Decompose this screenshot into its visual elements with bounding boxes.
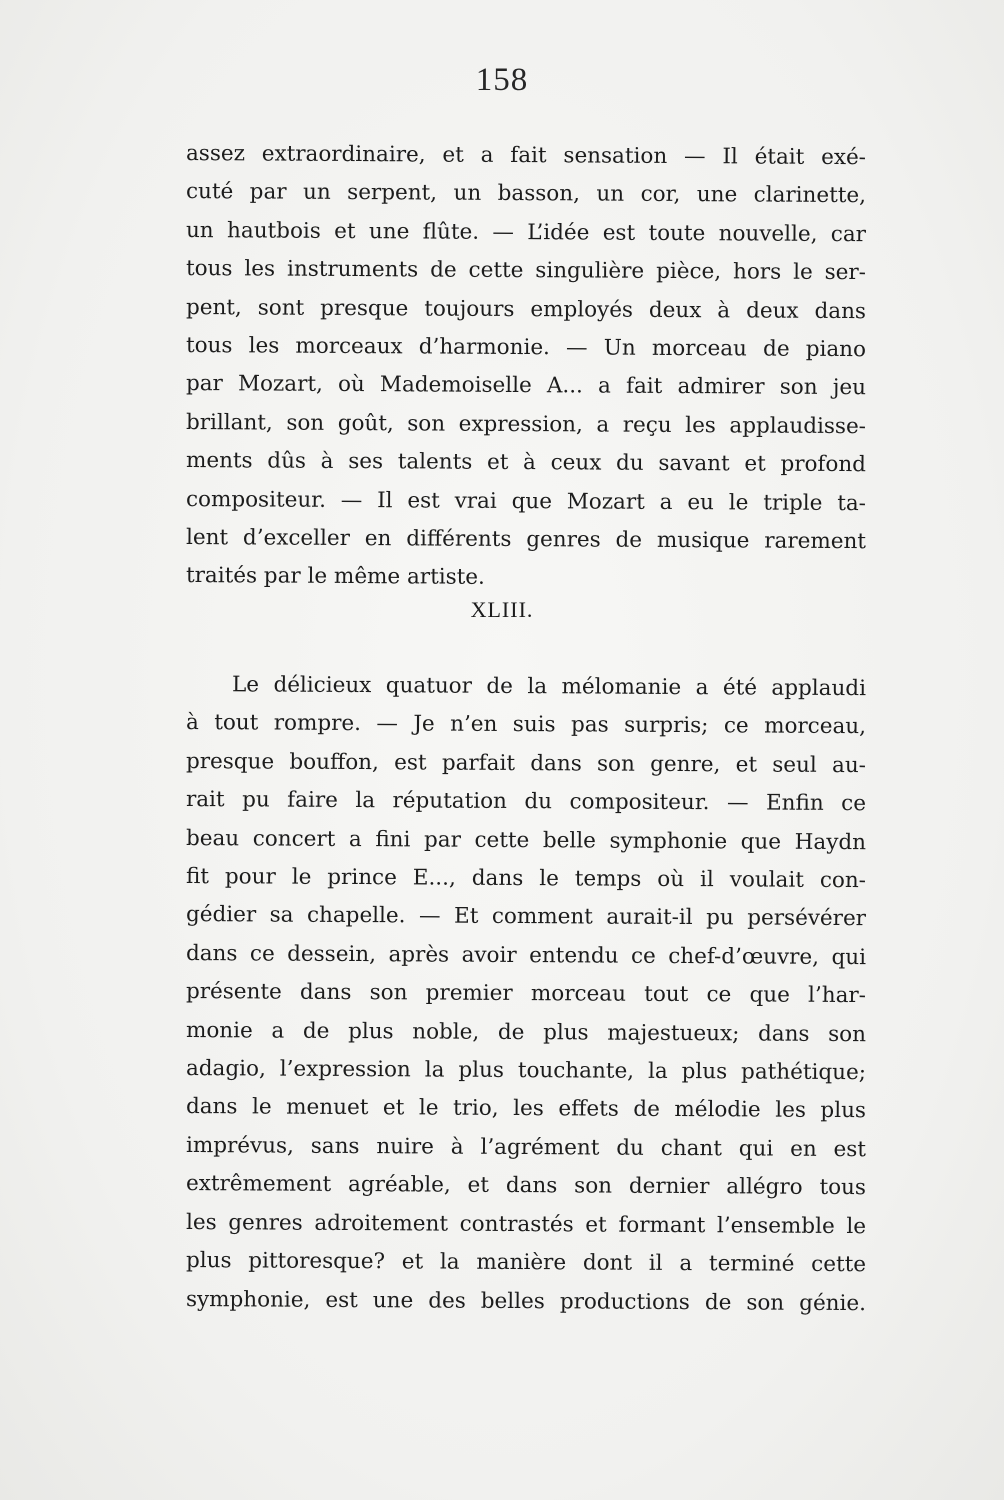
text-line: les genres adroitement contrastés et formant l’ensemble le <box>185 1209 867 1239</box>
section-heading: XLIII. <box>470 597 534 622</box>
text-line: compositeur. — Il est vrai que Mozart a eu le triple ta- <box>185 486 867 516</box>
text-line: tous les instruments de cette singulière pièce, hors le ser- <box>185 256 867 286</box>
text-line: brillant, son goût, son expression, a reçu les applaudisse- <box>185 409 867 439</box>
page-number: 158 <box>475 62 529 98</box>
text-line: imprévus, sans nuire à l’agrément du chant qui en est <box>185 1132 867 1163</box>
text-line: dans ce dessein, après avoir entendu ce chef-d’œuvre, qui <box>185 940 867 970</box>
text-line: un hautbois et une flûte. — L’idée est toute nouvelle, car <box>185 217 867 247</box>
text-line: Le délicieux quatuor de la mélomanie a été applaudi <box>231 672 867 702</box>
text-line: présente dans son premier morceau tout ce que l’har- <box>185 979 867 1009</box>
text-line: cuté par un serpent, un basson, un cor, une clarinette, <box>185 179 867 209</box>
text-line: plus pittoresque? et la manière dont il a terminé cette <box>185 1248 867 1278</box>
text-line: extrêmement agréable, et dans son dernier allégro tous <box>185 1171 867 1201</box>
text-line: à tout rompre. — Je n’en suis pas surpris; ce morceau, <box>185 710 867 740</box>
text-line: pent, sont presque toujours employés deux à deux dans <box>185 294 867 324</box>
text-line: par Mozart, où Mademoiselle A... a fait admirer son jeu <box>185 371 867 401</box>
text-line: tous les morceaux d’harmonie. — Un morceau de piano <box>185 333 867 363</box>
text-line: beau concert a fini par cette belle symphonie que Haydn <box>185 825 867 855</box>
paragraph-xliii <box>186 666 866 1319</box>
paragraph-continuation <box>186 135 866 596</box>
text-line: lent d’exceller en différents genres de musique rarement <box>185 525 867 555</box>
text-line: presque bouffon, est parfait dans son genre, et seul au- <box>185 748 867 778</box>
text-line: fit pour le prince E..., dans le temps où il voulait con- <box>185 864 867 894</box>
text-line: symphonie, est une des belles productions de son génie. <box>185 1286 867 1316</box>
text-line: ments dûs à ses talents et à ceux du savant et profond <box>185 448 867 478</box>
text-line: dans le menuet et le trio, les effets de mélodie les plus <box>185 1094 867 1124</box>
text-line: assez extraordinaire, et a fait sensation — Il était exé- <box>185 141 867 171</box>
text-line: monie a de plus noble, de plus majestueux; dans son <box>185 1017 867 1047</box>
text-line: adagio, l’expression la plus touchante, la plus pathétique; <box>185 1056 867 1086</box>
text-line: rait pu faire la réputation du compositeur. — Enfin ce <box>185 787 867 817</box>
text-line: gédier sa chapelle. — Et comment aurait-il pu persévérer <box>185 902 867 932</box>
text-line: traités par le même artiste. <box>185 563 485 591</box>
